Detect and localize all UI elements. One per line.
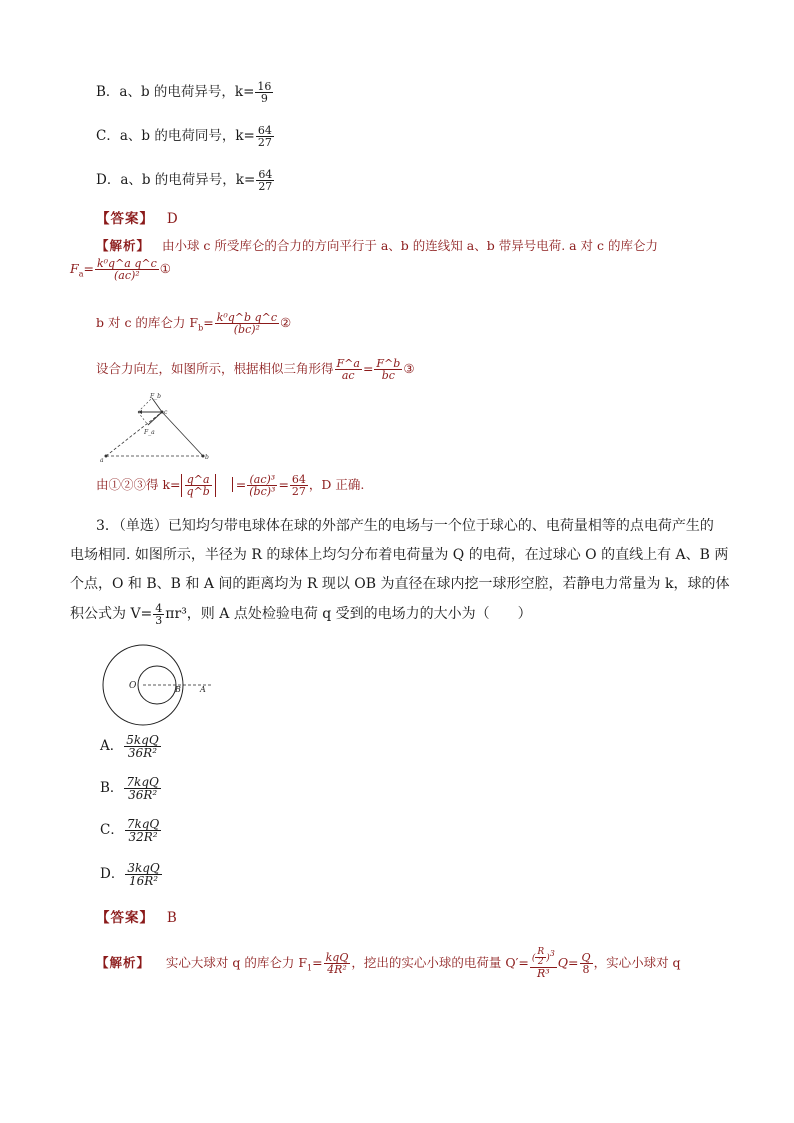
q3-line1: 3．（单选）已知均匀带电球体在球的外部产生的电场与一个位于球心的、电荷量相等的点电荷产生的 xyxy=(96,518,714,534)
fraction: ( $\frac{R}{2}$ )$^3$ R³ xyxy=(531,947,555,980)
analysis-2: 【解析】 实心大球对 q 的库仑力 $F_1=$ $\frac{\text{kqQ}}{\text{4R²}}$ ，挖出的实心小球的电荷量 Q′= ( $\frac{R}{2}$ )$^3$ R³ Q= $\frac{Q}{8}$ ，实心小球对 q xyxy=(96,947,681,980)
answer-2: 【答案】 B xyxy=(96,910,177,926)
analysis-1-line1: 【解析】 由小球 c 所受库仑的合力的方向平行于 a、b 的连线知 a、b 带异号电荷. a 对 c 的库仑力 xyxy=(96,238,659,253)
label-c: c xyxy=(164,409,168,416)
analysis-1-fb: b 对 c 的库仑力 $F_b=$ $\frac{\text{k⁰q\textasciicircum{}b q\textasciicircum{}c}}{\text{(bc)²}}$ ② xyxy=(96,311,292,336)
force-triangle-figure xyxy=(100,392,210,464)
fraction: $\frac{64}{27}$ xyxy=(258,168,273,193)
fraction: $\frac{F\^{}a}{ac}$ xyxy=(336,357,360,382)
fraction: $\frac{\text{kqQ}}{\text{4R²}}$ xyxy=(325,951,349,976)
option-b-prev: B．a、b 的电荷异号，k= $\frac{16}{9}$ xyxy=(96,80,272,105)
q3-option-a: A． $\frac{\text{5kqQ}}{\text{36R²}}$ xyxy=(100,733,159,760)
q3-option-d: D． $\frac{\text{3kqQ}}{\text{16R²}}$ xyxy=(100,861,160,888)
answer-1: 【答案】 D xyxy=(96,211,178,227)
q3-option-c: C． $\frac{\text{7kqQ}}{\text{32R²}}$ xyxy=(100,817,160,844)
fraction: $\frac{F\^{}b}{bc}$ xyxy=(376,357,401,382)
label-fa: F_a xyxy=(144,429,155,436)
label-o: O xyxy=(129,681,137,691)
q3-line3: 个点，O 和 B、B 和 A 间的距离均为 R 现以 OB 为直径在球内挖一球形空腔，若静电力常量为 k，球的体 xyxy=(70,576,730,592)
fraction: $\frac{q\^{}a}{q\^{}b}$ xyxy=(186,473,210,498)
fraction: $\frac{64}{27}$ xyxy=(257,124,272,149)
label-b: B xyxy=(175,685,181,694)
label-fb: F_b xyxy=(150,393,162,400)
fraction: $\frac{16}{9}$ xyxy=(257,80,272,105)
analysis-1-result: 由①②③得 k= $\frac{q\^{}a}{q\^{}b}$ = $\frac{\text{(ac)³}}{\text{(bc)³}}$ = $\frac{64}{27}$ ，D 正确. xyxy=(96,473,365,498)
analysis-1-fa: $F_a=$ $\frac{\text{k⁰q\textasciicircum{}a q\textasciicircum{}c}}{\text{(ac)²}}$ ① xyxy=(70,257,171,282)
label-b: b xyxy=(205,454,209,461)
q3-option-b: B． $\frac{\text{7kqQ}}{\text{36R²}}$ xyxy=(100,775,159,802)
q3-line4: 积公式为 V= $\frac{4}{3}$ πr³，则 A 点处检验电荷 q 受到的电场力的大小为（ ） xyxy=(70,601,532,627)
fraction: $\frac{\text{7kqQ}}{\text{36R²}}$ xyxy=(126,775,159,802)
fraction: $\frac{\text{5kqQ}}{\text{36R²}}$ xyxy=(126,733,159,760)
label-a: a xyxy=(100,457,104,464)
fraction: $\frac{4}{3}$ xyxy=(155,601,163,627)
fraction: $\frac{\text{k⁰q\textasciicircum{}a q\textasciicircum{}c}}{\text{(ac)²}}$ xyxy=(96,257,157,282)
fraction: $\frac{\text{7kqQ}}{\text{32R²}}$ xyxy=(126,817,160,844)
option-c-prev: C．a、b 的电荷同号，k= $\frac{64}{27}$ xyxy=(96,124,272,149)
fraction: $\frac{Q}{8}$ xyxy=(581,951,591,976)
label-a: A xyxy=(200,685,206,694)
q3-line2: 电场相同. 如图所示，半径为 R 的球体上均匀分布着电荷量为 Q 的电荷，在过球心 O 的直线上有 A、B 两 xyxy=(70,547,729,563)
fraction: $\frac{64}{27}$ xyxy=(291,473,306,498)
fraction: $\frac{\text{k⁰q\textasciicircum{}b q\textasciicircum{}c}}{\text{(bc)²}}$ xyxy=(216,311,277,336)
fraction: $\frac{\text{3kqQ}}{\text{16R²}}$ xyxy=(127,861,160,888)
fraction: $\frac{\text{(ac)³}}{\text{(bc)³}}$ xyxy=(249,473,276,498)
option-d-prev: D．a、b 的电荷异号，k= $\frac{64}{27}$ xyxy=(96,168,273,193)
analysis-1-ratio: 设合力向左，如图所示，根据相似三角形得 $\frac{F\^{}a}{ac}$ = $\frac{F\^{}b}{bc}$ ③ xyxy=(96,357,415,382)
sphere-cavity-figure xyxy=(100,642,220,732)
